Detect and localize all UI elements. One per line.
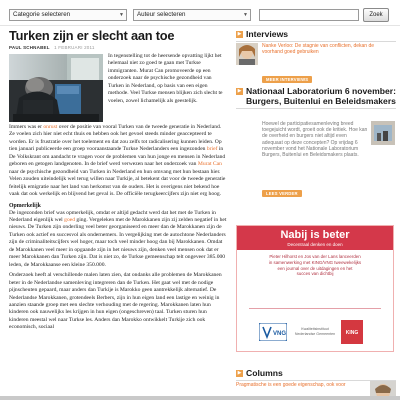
divider — [249, 308, 381, 309]
top-toolbar — [0, 0, 400, 26]
more-interviews-button[interactable]: MEER INTERVIEWS — [262, 76, 312, 83]
paragraph-1 — [9, 124, 227, 199]
columns-section — [236, 368, 396, 381]
institute-logo-text: Kwaliteitsinstituut Nederlandse Gemeenten — [294, 327, 336, 336]
banner-text — [241, 254, 389, 277]
chevron-down-icon: ▼ — [243, 12, 248, 18]
columns-heading: Columns — [246, 368, 283, 378]
paragraph-3: Onderzoek heeft al verschillende malen laten zien, dat ondanks alle problemen de Marokkanen beter in de Nederlandse samenleving integreren dan de Turken. Het gaat wel met de nodige pijnscheuten gepaard, maar anders dan Turkije is Marokko geen aantrekkelijk alternatief. De Nederlandse Marokkanen, grotendeels Berbers, zijn in hun eigen land een lastige en weinig in aanzien staande groep met een slechte verhouding met de regering. Marokkanen laten hun kinderen ook nauwelijks les krijgen in hun eigen (ongeschreven) taal. Turken sturen hun kinderen meestal wel naar Turkse les. Anders dan Marokko ontwikkelt Turkije zich ook economisch, sociaal — [9, 272, 222, 331]
lab-thumbnail[interactable] — [371, 121, 395, 145]
article-header — [9, 28, 227, 50]
lab-section — [236, 86, 396, 109]
author-select[interactable] — [133, 9, 251, 21]
chevron-down-icon: ▼ — [119, 12, 124, 18]
article-intro: In tegenstelling tot de heersende opvatting lijkt het helemaal niet zo goed te gaan met Turkse immigranten. Murat Can promoveerde op een onderzoek naar de psychische gezondheid van Turken in Nederland, op basis van een eigen methode. Veel Turkse mensen blijken zich slecht te voelen, zowel lichamelijk als geestelijk. — [108, 53, 223, 104]
category-select-label: Categorie selecteren — [13, 11, 71, 18]
article-title: Turken zijn er slecht aan toe — [9, 28, 175, 43]
arrow-icon: ▶ — [237, 369, 242, 376]
interviews-section — [236, 29, 396, 42]
article-photo — [9, 54, 103, 122]
article-link[interactable]: goed — [64, 216, 76, 223]
king-logo-text: KING — [345, 330, 359, 336]
category-select[interactable] — [9, 9, 127, 21]
article-link[interactable]: Murat Can — [197, 161, 222, 168]
divider — [236, 41, 396, 42]
divider — [236, 108, 396, 109]
text-run: ging. Vergeleken met de Marokkanen zijn zij zelden negatief in het nieuws. De Turken zijn onderling veel beter georganiseerd en meer dan de Marokkanen zijn de Turken ook actief en succesvol als ondernemers. In vergelijking met de autochtone Nederlanders zijn de criminaliteitscijfers wel hoger, maar toch veel minder hoog dan bij Marokkanen. Omdat de Marokkanen veel meer in opgaande zijn in het nieuws zijn, denken veel mensen ook dat er meer Marokkanen dan Turken zijn. Dat is niet zo, de Turkse gemeenschap telt ongeveer 385.000 leden, de Marokkaanse een kleine 350.000. — [9, 216, 227, 268]
banner-line-1: Pieter Hilhorst en Jos van der Lans lanceerden — [269, 254, 361, 259]
banner-subheading: Decentraal denken en doen — [287, 242, 343, 247]
interview-link[interactable]: Nanke Verloo: De stagnie van conflicten, dekan de voorhand goed gebruiken — [262, 43, 375, 56]
article-author[interactable]: PAUL SCHNABEL — [9, 45, 50, 50]
interviews-heading: Interviews — [246, 29, 289, 39]
banner-line-4: succes van dichtbij — [296, 271, 334, 277]
byline — [9, 45, 227, 50]
subheading: Opmerkelijk — [9, 202, 41, 209]
article-link[interactable]: brief — [206, 146, 218, 153]
author-select-label: Auteur selecteren — [137, 11, 186, 18]
lab-text: Hoewel de participatiesamenleving breed toegejuicht wordt, groeit ook de kritiek. Hoe kan de overheid en burgers niet altijd even adequaat op deze concepten? Op vrijdag 6 november vond het Nationale Laboratorium Burgers, Buitenlui en Beleidsmakers plaats. — [262, 121, 368, 159]
bottom-scrollbar[interactable] — [0, 396, 400, 400]
text-run: in De Volkskrant om aandacht te vragen voor de problemen van hun jonge en mensen in Nederland geboren en getogen landgenoten. In de brief werd verwezen naar het onderzoek van — [9, 146, 226, 168]
banner-header — [237, 226, 393, 250]
column-link[interactable]: Pragmatische is een goede eigenschap, ook voor — [236, 382, 346, 388]
promo-banner[interactable] — [236, 225, 394, 352]
text-run: Immers was er — [9, 124, 44, 130]
banner-heading: Nabij is beter — [280, 229, 350, 241]
text-run: De ingezonden brief was opmerkelijk, omdat er altijd gedacht werd dat het met de Turken in Nederland eigenlijk wel — [9, 209, 216, 223]
search-input[interactable] — [259, 9, 359, 21]
article-body — [9, 124, 227, 335]
vng-logo — [259, 323, 287, 341]
read-more-button[interactable]: LEES VERDER — [262, 190, 302, 197]
interview-thumbnail[interactable] — [236, 43, 258, 65]
text-run: over de positie van vooral Turken van de tweede generatie in Nederland. Ze voelen zich hier niet echt thuis en hebben ook het gevoel steeds minder geaccepteerd te worden. Er is frustratie over het toelement en dat zou zelfs tot radicalisering kunnen leiden. Op tien januari publiceerde een groep vooraanstaande Turkse Nederlanders een ingezonden — [9, 124, 222, 153]
article-link[interactable]: onrust — [43, 124, 58, 130]
vng-logo-text: VNG — [273, 331, 287, 337]
arrow-icon: ▶ — [237, 30, 242, 37]
text-run: naar de psychische gezondheid van Turken in Nederland en hun omvang met hun bestaan hier. Velen zouden uiteindelijk wel terug willen naar Turkije, al betekent dat voor de tweede generatie feitelijk emigratie naar het land van herkomst van de ouders. Het is overigens niet bekend hoe vaak dat ook werkelijk en blijvend het geval is. De officiële terugkeercijfers zijn niet erg hoog. — [9, 168, 226, 198]
paragraph-2 — [9, 210, 227, 270]
arrow-icon: ▶ — [237, 88, 242, 94]
banner-line-3: een journal over de uitdagingen en het — [277, 265, 353, 271]
banner-line-2: in samenwerking met KING/VNG tweewekelijks — [268, 259, 362, 265]
king-logo — [341, 320, 363, 344]
search-button[interactable]: Zoek — [363, 8, 389, 22]
lab-heading[interactable]: Nationaal Laboratorium 6 november: Burgers, Buitenlui en Beleidsmakers — [246, 86, 396, 106]
article-date: 1 FEBRUARI 2011 — [54, 45, 95, 50]
